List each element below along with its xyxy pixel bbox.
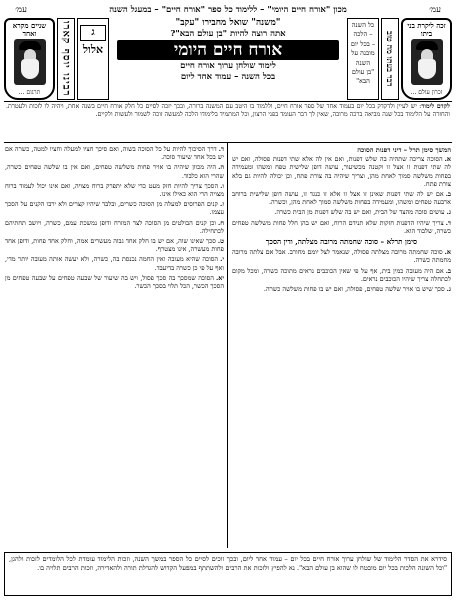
- paragraph: ט.סכך שאינו שוה, אם יש בו חלק אחד גבוה מעשרים אמה, וחלק אחד פחות, ודופן אחד פחות מעשרה, אינו מצטרף.: [5, 237, 224, 254]
- paragraph: ח.וכן קנים הבולטים מן הסוכה לצד המזרח ודופן נמשכת עמם, כשרה, ויושב תחתיהם לכתחילה.: [5, 218, 224, 235]
- footer-text: סידרא את הסדר הלימוד של שולחן ערוך אורח חיים בכל יום – עמוד אחד ליום, ובכך זוכים לסיים כל הספר במשך השנה, וזכות הלימוד עומדת לכל הלומדים לזכות ולהגן, "וכל השונה הלכות בכל יום מובטח לו שהוא בן עולם הבא". נא להפיץ ולזכות את הרבים ולהשתתף במפעל הקדוש להגדלת תורה ולהאדירה, וזכות הרבים תלויה בו.: [9, 555, 447, 572]
- paragraph: ב.אם יש לה שתי דפנות שאינן זו אצל זו אלא זו כנגד זו, עושה דופן שלישית ברוחב ארבעה טפחים ומשהו, ומעמידה בפחות משלשה סמוך לאחת מהן, וכשרה.: [232, 190, 451, 207]
- paragraph: א.סוכה שחמתה מרובה מצלתה פסולה, שנאמר לצל יומם מחורב. אבל אם צלתה מרובה מחמתה כשרה.: [232, 248, 451, 265]
- paragraph: ז.קנים הפרוסים למעלה מן הסוכה כשרים, ובלבד שיהיו קצרים ולא ירבו הקנים על הסכך עצמו.: [5, 200, 224, 217]
- right-portrait-scroll: [401, 18, 452, 100]
- paragraph: ה.היה מכוון שיהיה בו אויר פחות משלשה טפחים, ואם אין בו שלשה טפחים כשרה, שהרי הוא כלבוד.: [5, 163, 224, 180]
- paragraph: ד.דרך הסיכוך להיות על כל הסוכה בשוה, ואם סיכך חציו למעלה וחציו למטה, כשרה אם יש בכל אחד שיעור סוכה.: [5, 145, 224, 162]
- institute-banner: מכון "אורח חיים היומי" – ללימוד כל ספר "אורח חיים" – במעגל השנה: [109, 5, 347, 15]
- left-vertical-name: רבינו יוסף קארו: [57, 18, 75, 100]
- paragraph: א.הסוכה צריכה שתהיה בה שלש דפנות, ואם אין לה אלא שתי דפנות פסולה, ואם יש לה שתי דפנות זו אצל זו וקטנה מכשיעור, עושה דופן שלישית טפח ומשהו ומעמידה בפחות משלשה סמוך לאחת מהן, וצריך שיהיה בה צורת פתח, וכן יכולה להיות גם בלא צורת פתח.: [232, 155, 451, 188]
- masthead: [111, 18, 345, 100]
- left-column: [5, 145, 224, 548]
- note-text: : יש לעיין ולדקדק בכל יום בעמוד אחד של ספר אורח חיים, וללמוד בו היטב עם המשנה ברורה, ובכך יזכה לסיים כל חלק אורח חיים בשנה אחת, ויהיה לו לזכות ולעטרת. והחזרה על הלימוד בכל שנה מביאה ברכה מרובה, שאין לך דבר העומד בפני הרצון, וכל המתמיד בלימודו הלכה למעשה זוכה לשמור ולעשות ולקיים.: [6, 103, 450, 118]
- masthead-line-1: "משנה" שואל מחבירו "עקב": [175, 18, 281, 28]
- page-number-label-right: עמ׳: [429, 5, 441, 15]
- right-scroll-caption: זכרון עולם ...: [410, 89, 443, 96]
- note-label: לקדם לימוד: [421, 103, 451, 110]
- header: [4, 18, 452, 100]
- paragraph: ג.עושים סוכה מהצד של הבית, ואם יש בה שלש דפנות מן הבית כשרה.: [274, 208, 451, 217]
- column-divider: [227, 143, 228, 548]
- subtitle-2: בכל השנה – עמוד אחד ליום: [180, 72, 276, 82]
- right-vertical-slogan: דבר בעתו מה טוב: [381, 18, 399, 100]
- date-box: [77, 18, 109, 100]
- page-number-label-left: עמ׳: [15, 5, 27, 15]
- siman-heading: סימן תרלא – סוכה שחמתה מרובה מצלתה, ודין הסכך: [265, 237, 418, 247]
- footer-box: [4, 552, 452, 596]
- intro-note: [6, 103, 450, 118]
- rabbi-portrait-left: [14, 39, 46, 85]
- paragraph: ב.אם היה מעובה כמין בית, אף על פי שאין הכוכבים נראים מתוכה כשרה, ומכל מקום לכתחלה צריך שיהיו הכוכבים נראים.: [232, 266, 451, 283]
- day-letter: ג: [80, 25, 106, 41]
- paragraph: ד.צריך שיהיו הדפנות חזקות שלא תנידם הרוח, ואם יש בהן חלל פחות משלשה טפחים כשרה, שלבוד הוא.: [232, 218, 451, 235]
- masthead-line-2: אתה רוצה להיות "בן עולם הבא"?: [170, 29, 286, 39]
- month-name: אלול: [82, 43, 104, 56]
- paragraph: ו.הסכך צריך להיות חזק מעט כדי שלא יתפרק ברוח מצויה, ואם אינו יכול לעמוד ברוח מצויה הרי הוא כאילו אינו.: [5, 181, 224, 199]
- rabbi-portrait-right: [411, 39, 443, 85]
- left-scroll-title: שניים מקרא ואחד: [12, 21, 47, 38]
- left-scroll-caption: תרגום ...: [18, 89, 41, 96]
- right-scroll-title: זכה ליקרת בני ביתו: [407, 21, 446, 38]
- paragraph: יא.הסוכה שמסכך בה סכך פסול, ויש בה שיעור של שבעה טפחים על שבעה טפחים מן הסכך הכשר, הכל תלוי בסכך הכשר.: [5, 273, 224, 291]
- paragraph: י.הסוכה שהיא מעובה ואין החמה נכנסת בה, כשרה, ולא יעשה אותה מעובה יותר מדי, ואף על פי כן כשרה בדיעבד.: [5, 255, 224, 272]
- left-portrait-scroll: [4, 18, 55, 100]
- right-column: [232, 145, 451, 548]
- subtitle-1: לימוד שולחן ערוך אורח חיים: [180, 61, 276, 71]
- divider-columns: [4, 142, 452, 143]
- right-info-box: כל השנה – הלכה – בכל יום מובנה על השנה "בן עולם הבא": [347, 18, 379, 100]
- paragraph: ג.סכך שיש בו אויר שלשה טפחים, פסולה, ואם יש בו פחות משלשה כשרה.: [263, 285, 451, 294]
- main-title: אורח חיים היומי: [117, 40, 339, 60]
- top-banner: [4, 3, 452, 17]
- section-heading: המשך סימן תרל – דיני דפנות הסוכה: [357, 146, 451, 154]
- divider-top: [4, 101, 452, 102]
